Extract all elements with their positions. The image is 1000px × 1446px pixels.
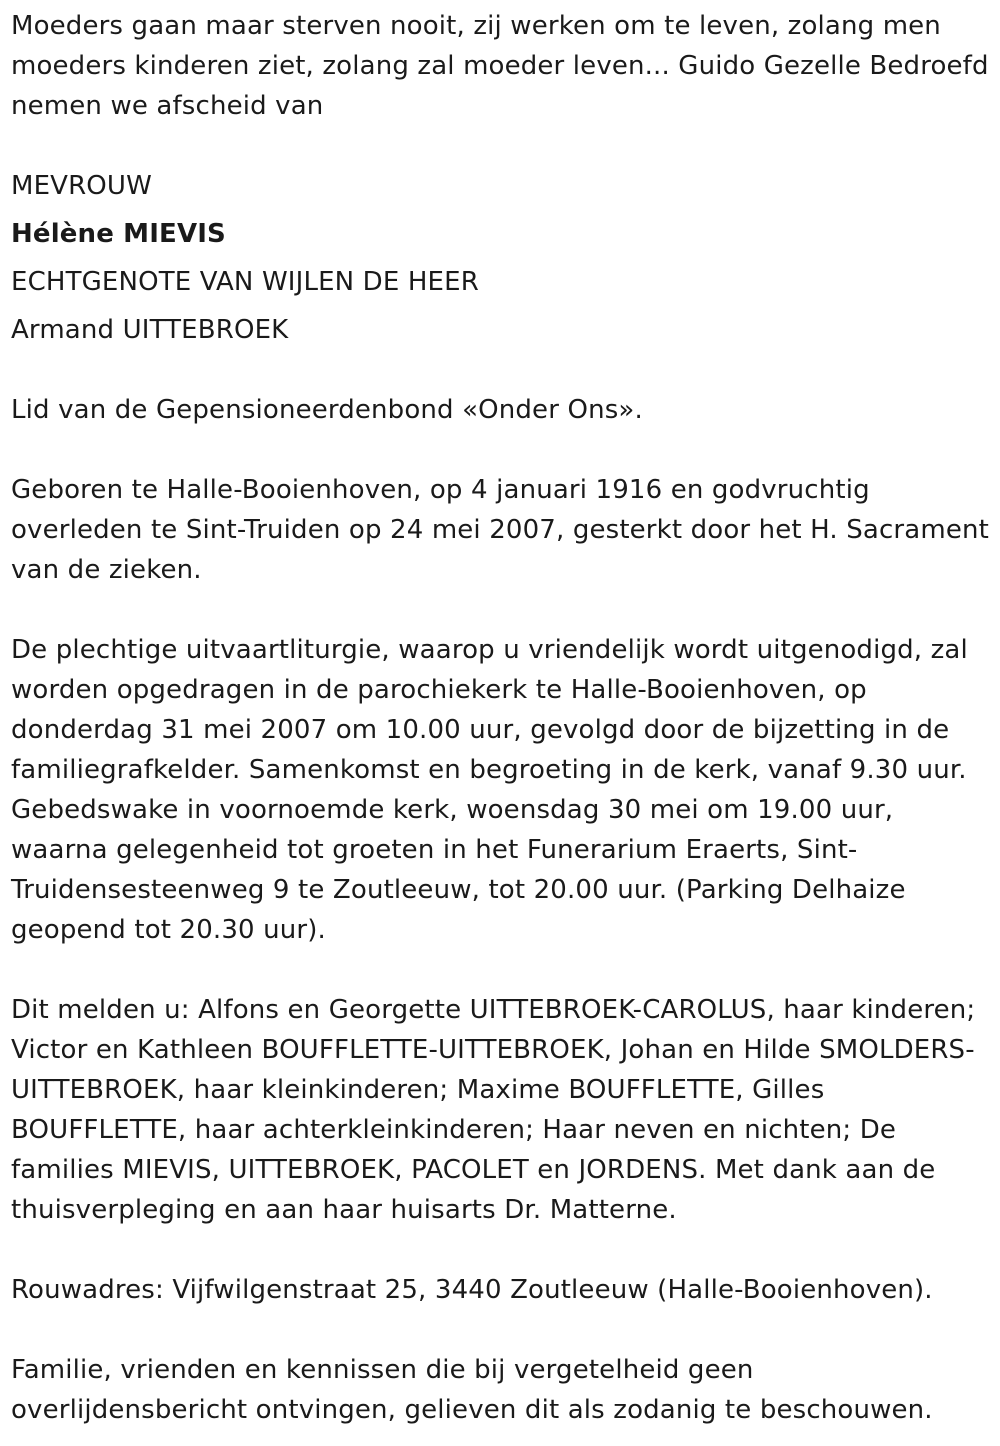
announcers-text: Dit melden u: Alfons en Georgette UITTEBROEK-CAROLUS, haar kinderen; Victor en Kathleen BOUFFLETTE-UITTEBROEK, Johan en Hilde SMOLDERS-UITTEBROEK, haar kleinkinderen; Maxime BOUFFLETTE, Gilles BOUFFLETTE, haar achterkleinkinderen; Haar neven en nichten; De families MIEVIS, UITTEBROEK, PACOLET en JORDENS. Met dank aan de thuisverpleging en aan haar huisarts Dr. Matterne. (11, 995, 976, 1225)
address-text: Rouwadres: Vijfwilgenstraat 25, 3440 Zoutleeuw (Halle-Booienhoven). (11, 1275, 933, 1305)
intro-text: Moeders gaan maar sterven nooit, zij werken om te leven, zolang men moeders kinderen ziet, zolang zal moeder leven... Guido Gezelle Bedroefd nemen we afscheid van (11, 11, 989, 121)
deceased-name: Hélène MIEVIS (11, 219, 226, 249)
title-line: MEVROUW (11, 171, 152, 201)
funeral-text: De plechtige uitvaartliturgie, waarop u vriendelijk wordt uitgenodigd, zal worden opgedragen in de parochiekerk te Halle-Booienhoven, op donderdag 31 mei 2007 om 10.00 uur, gevolgd door de bijzetting in de familiegrafkelder. Samenkomst en begroeting in de kerk, vanaf 9.30 uur. Gebedswake in voornoemde kerk, woensdag 30 mei om 19.00 uur, waarna gelegenheid tot groeten in het Funerarium Eraerts, Sint-Truidensesteenweg 9 te Zoutleeuw, tot 20.00 uur. (Parking Delhaize geopend tot 20.30 uur). (11, 635, 968, 945)
spouse-title: ECHTGENOTE VAN WIJLEN DE HEER (11, 267, 479, 297)
birth-death-text: Geboren te Halle-Booienhoven, op 4 januari 1916 en godvruchtig overleden te Sint-Truiden op 24 mei 2007, gesterkt door het H. Sacrament van de zieken. (11, 475, 989, 585)
membership-text: Lid van de Gepensioneerdenbond «Onder Ons». (11, 395, 643, 425)
closing-text: Familie, vrienden en kennissen die bij vergetelheid geen overlijdensbericht ontvingen, gelieven dit als zodanig te beschouwen. (11, 1355, 933, 1425)
spouse-name: Armand UITTEBROEK (11, 315, 289, 345)
